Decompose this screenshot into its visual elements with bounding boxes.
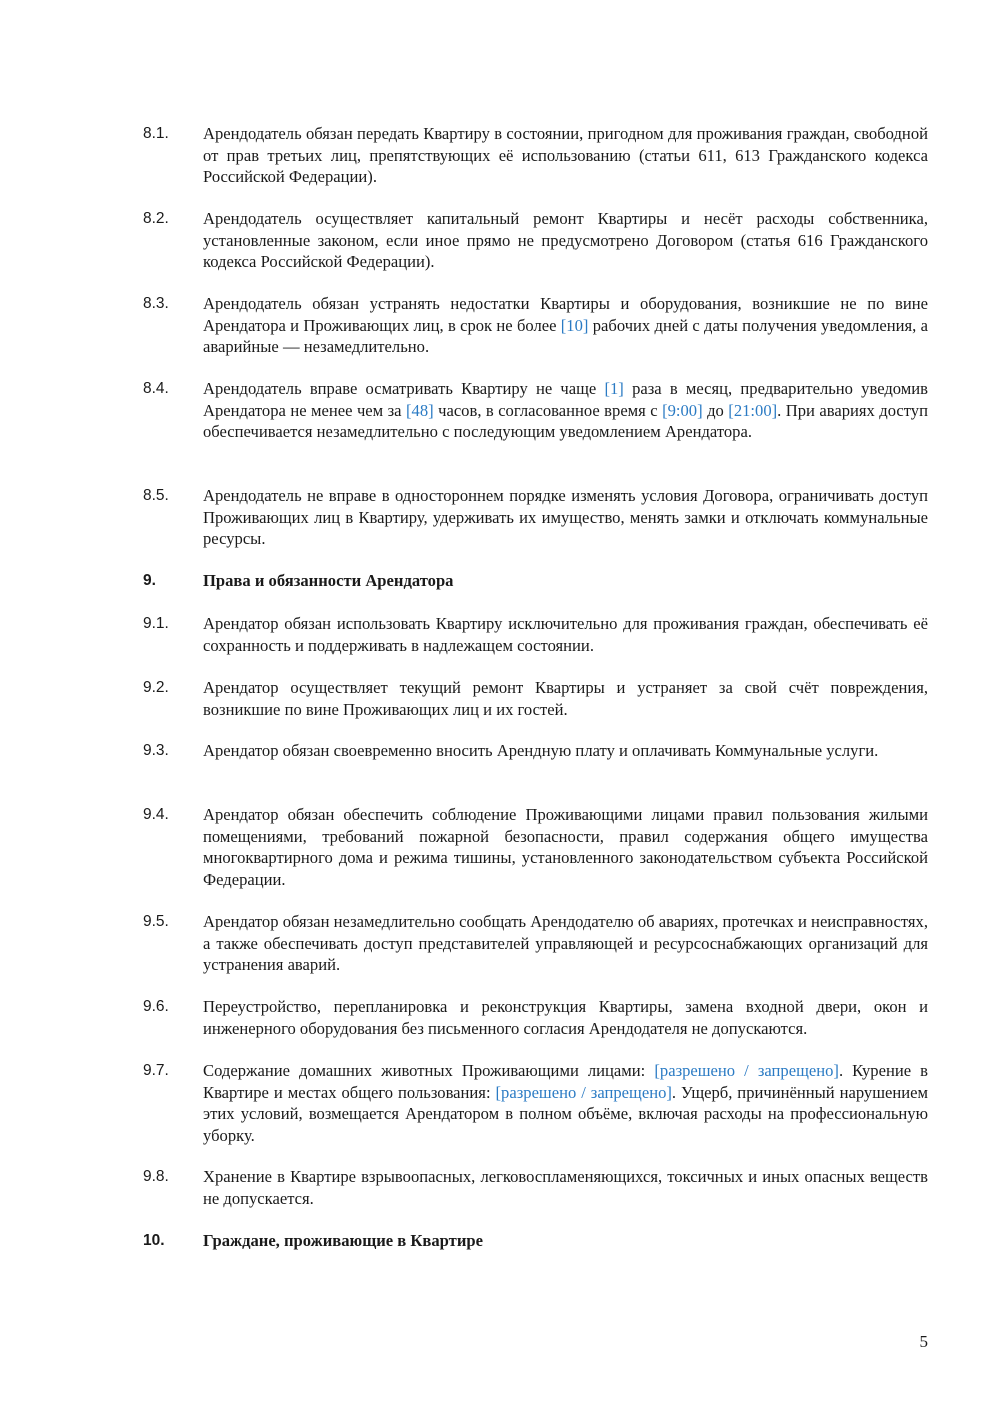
clause-text-part: Арендодатель вправе осматривать Квартиру не чаще: [203, 379, 597, 398]
clause-8-3: [143, 293, 928, 358]
clause-text-part: рабочих дней с даты получения уведомления, а аварийные — незамедлительно.: [203, 315, 928, 357]
clause-number: 9.4.: [143, 806, 169, 823]
placeholder-pets: [разрешено / запрещено]: [654, 1061, 839, 1080]
section-title: Права и обязанности Арендатора: [203, 571, 454, 590]
clause-9-2: [143, 677, 928, 720]
clause-9-3: [143, 740, 928, 762]
clause-text-part: до: [707, 400, 724, 420]
clause-text: Арендатор обязан своевременно вносить Арендную плату и оплачивать Коммунальные услуги.: [203, 741, 879, 760]
placeholder-time-from: [9:00]: [662, 400, 703, 420]
clause-number: 8.2.: [143, 210, 169, 227]
clause-text: [203, 378, 928, 443]
clause-9-7: [143, 1060, 928, 1146]
placeholder-time-to: [21:00]: [728, 400, 778, 420]
clause-text-part: раза в месяц, предварительно уведомив Арендатора не менее чем за: [203, 379, 928, 420]
clause-number: 9.5.: [143, 913, 169, 930]
clause-9-5: [143, 911, 928, 976]
clause-text: [203, 1060, 928, 1146]
placeholder-days: [10]: [560, 315, 589, 335]
clause-text: [203, 293, 928, 358]
clause-9-1: [143, 613, 928, 656]
clause-number: 9.6.: [143, 998, 169, 1015]
clause-text-part: . Курение в Квартире и местах общего пользования:: [203, 1061, 928, 1102]
section-number: 9.: [143, 572, 156, 589]
clause-text: Арендатор осуществляет текущий ремонт Квартиры и устраняет за свой счёт повреждения, возникшие по вине Проживающих лиц и их гостей.: [203, 678, 928, 719]
clause-number: 9.2.: [143, 679, 169, 696]
placeholder-hours: [48]: [406, 400, 434, 420]
clause-text: Переустройство, перепланировка и реконструкция Квартиры, замена входной двери, окон и инженерного оборудования без письменного согласия Арендодателя не допускаются.: [203, 997, 928, 1038]
clause-text: Арендатор обязан обеспечить соблюдение Проживающими лицами правил пользования жилыми помещениями, требований пожарной безопасности, правил содержания общего имущества многоквартирного дома и режима тишины, установленного законодательством субъекта Российской Федерации.: [203, 805, 928, 889]
clause-text-part: . Ущерб, причинённый нарушением этих условий, возмещается Арендатором в полном объёме, включая расходы на профессиональную уборку.: [203, 1082, 928, 1145]
clause-text: Арендодатель осуществляет капитальный ремонт Квартиры и несёт расходы собственника, установленные законом, если иное прямо не предусмотрено Договором (статья 616 Гражданского кодекса Российской Федерации).: [203, 209, 928, 272]
clause-8-4: [143, 378, 928, 443]
clause-number: 8.3.: [143, 295, 169, 312]
clause-number: 8.4.: [143, 380, 169, 397]
section-number: 10.: [143, 1232, 165, 1249]
section-heading-10: [143, 1230, 928, 1252]
clause-9-8: [143, 1166, 928, 1209]
clause-8-2: [143, 208, 928, 273]
clause-number: 9.8.: [143, 1168, 169, 1185]
placeholder-frequency: [1]: [604, 379, 624, 398]
clause-text-part: Арендодатель обязан устранять недостатки Квартиры и оборудования, возникшие не по вине Арендатора и Проживающих лиц, в срок не более: [203, 294, 928, 335]
clause-8-1: [143, 123, 928, 188]
clause-text: Арендатор обязан использовать Квартиру исключительно для проживания граждан, обеспечивать её сохранность и поддерживать в надлежащем состоянии.: [203, 614, 928, 655]
clause-number: 8.5.: [143, 487, 169, 504]
clause-text-part: Содержание домашних животных Проживающими лицами:: [203, 1061, 646, 1080]
clause-number: 9.3.: [143, 742, 169, 759]
placeholder-smoking: [разрешено / запрещено]: [495, 1082, 672, 1102]
clause-number: 8.1.: [143, 125, 169, 142]
clause-9-4: [143, 804, 928, 890]
clause-text-part: часов, в согласованное время с: [438, 400, 658, 420]
clause-text: Хранение в Квартире взрывоопасных, легковоспламеняющихся, токсичных и иных опасных веществ не допускается.: [203, 1167, 928, 1208]
section-title: Граждане, проживающие в Квартире: [203, 1231, 483, 1250]
section-heading-9: [143, 570, 928, 592]
clause-text: Арендодатель обязан передать Квартиру в состоянии, пригодном для проживания граждан, свободной от прав третьих лиц, препятствующих её использованию (статьи 611, 613 Гражданского кодекса Российской Федерации).: [203, 124, 928, 187]
clause-text: Арендатор обязан незамедлительно сообщать Арендодателю об авариях, протечках и неисправностях, а также обеспечивать доступ представителей управляющей и ресурсоснабжающих организаций для устранения аварий.: [203, 912, 928, 975]
clause-8-5: [143, 485, 928, 550]
clause-9-6: [143, 996, 928, 1039]
clause-text: Арендодатель не вправе в одностороннем порядке изменять условия Договора, ограничивать доступ Проживающих лиц в Квартиру, удерживать их имущество, менять замки и отключать коммунальные ресурсы.: [203, 486, 928, 549]
clause-number: 9.1.: [143, 615, 169, 632]
page-number: 5: [919, 1332, 928, 1351]
clause-number: 9.7.: [143, 1062, 169, 1079]
clause-text-part: . При авариях доступ обеспечивается незамедлительно с последующим уведомлением Арендатора.: [203, 400, 928, 442]
